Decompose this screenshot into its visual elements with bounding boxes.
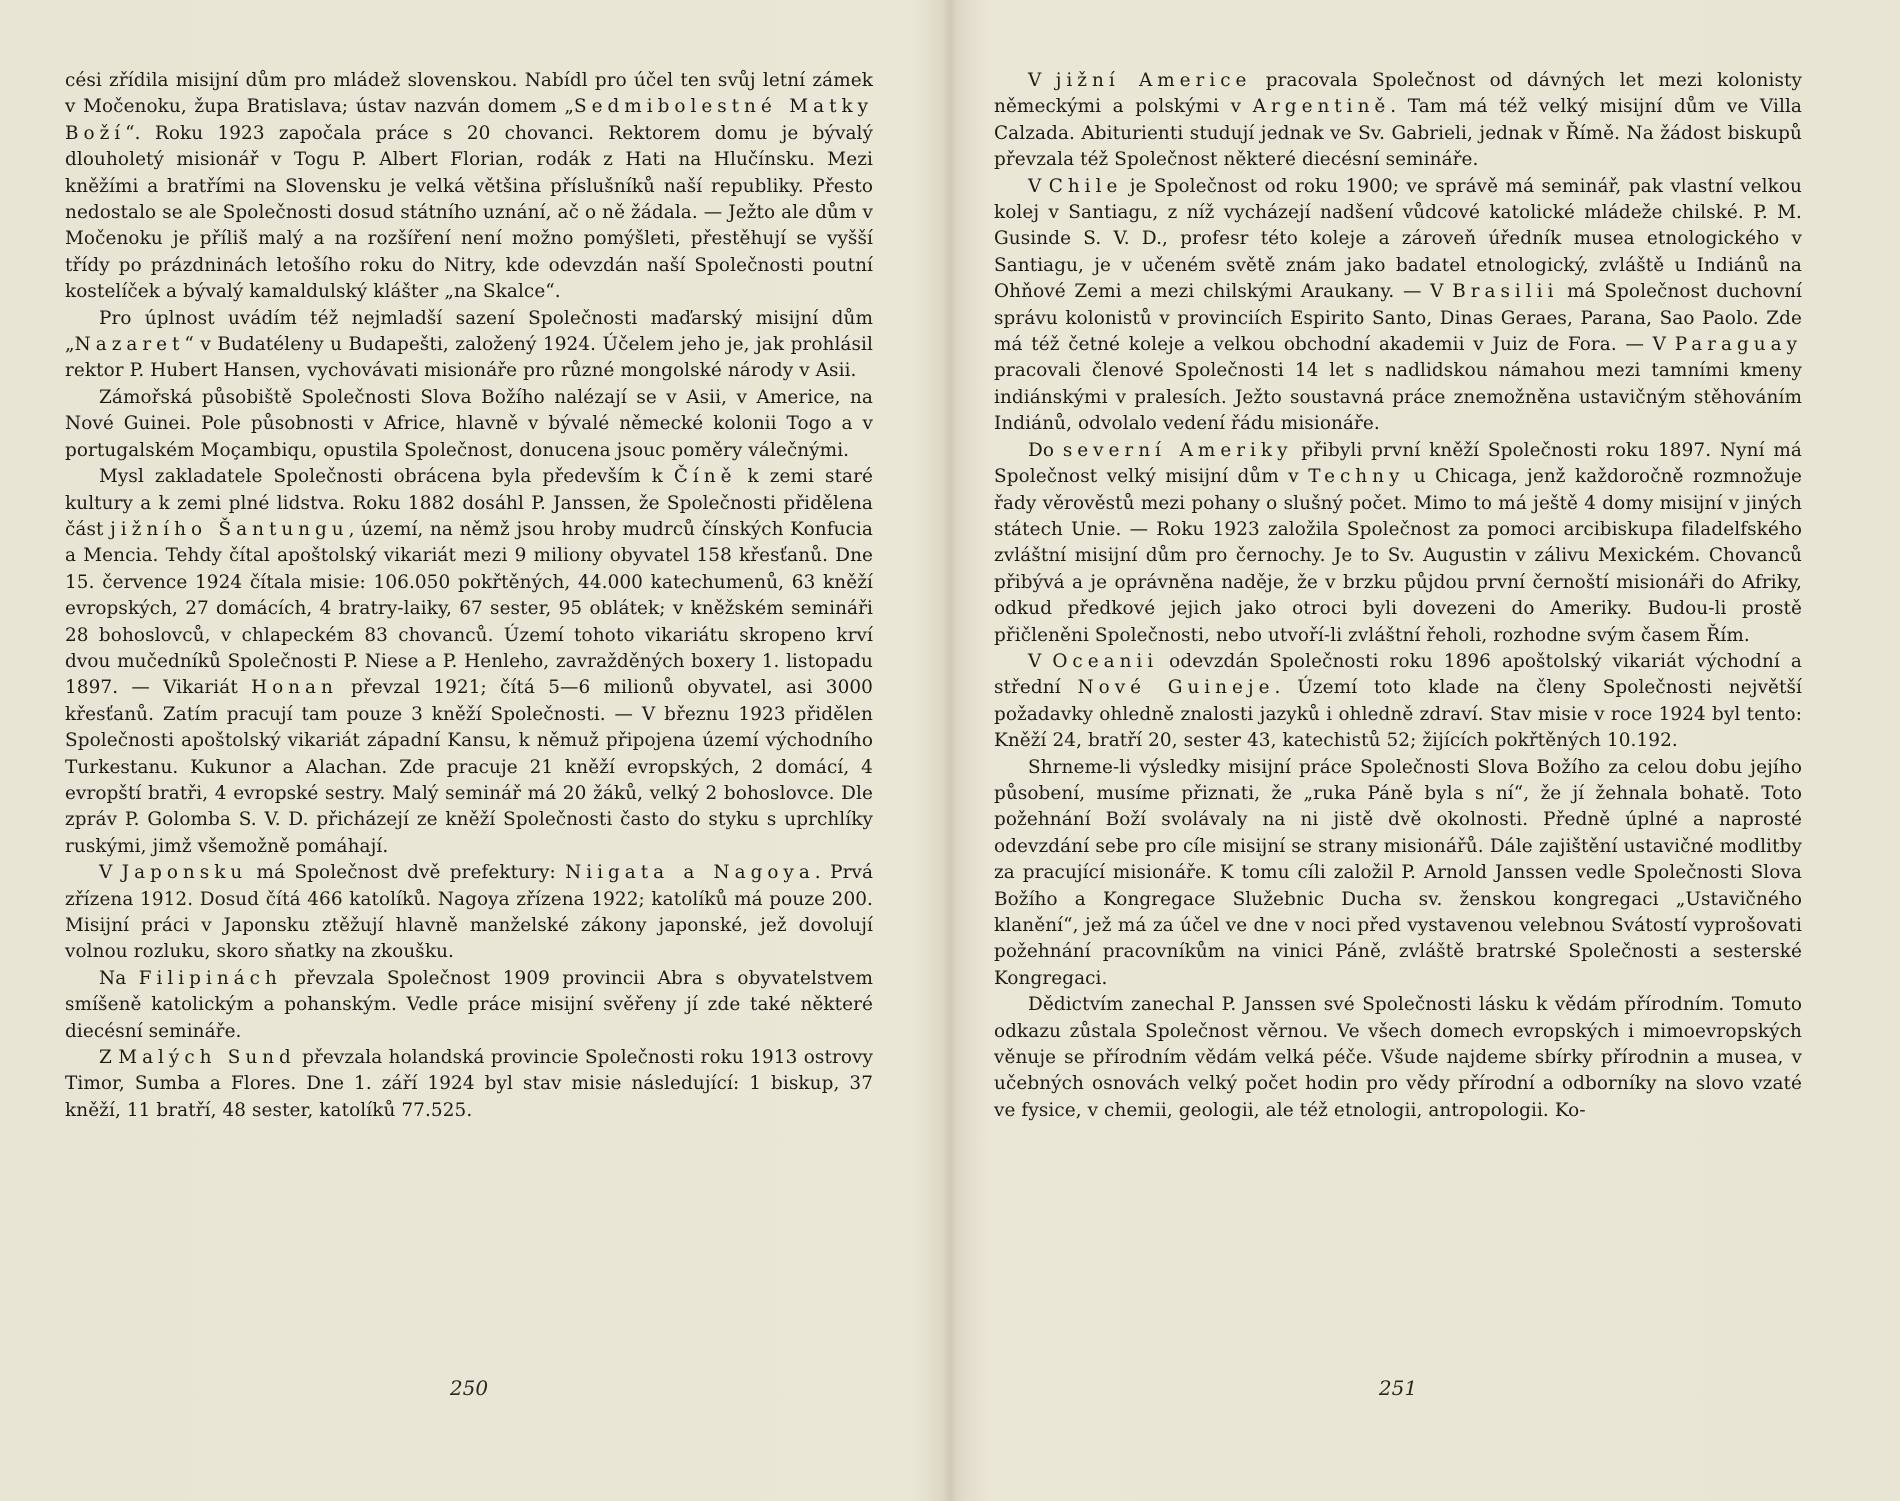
text-run: V	[99, 862, 122, 884]
text-run: přibyli první kněží Společnosti roku 1897. Nyní má Společnost velký misijní dům v	[994, 439, 1802, 488]
spaced-emphasis: severní Ameriky	[1062, 439, 1293, 461]
text-run: Pro úplnost uvádím též nejmladší sazení Společnosti maďarský misijní dům „	[65, 307, 873, 356]
paragraph	[65, 860, 873, 966]
spaced-emphasis: Paraguay	[1674, 334, 1802, 356]
paragraph	[994, 174, 1802, 438]
spaced-emphasis: Brasilii	[1452, 281, 1559, 303]
spaced-emphasis: Techny	[1308, 466, 1405, 488]
paragraph	[65, 966, 873, 1045]
paragraph	[65, 464, 873, 860]
text-run: . Území toto klade na členy Společnosti největší požadavky ohledně znalosti jazyků i ohledně zdraví. Stav misie v roce 1924 byl tento: Kněží 24, bratří 20, sester 43, katechistů 52; žijících pokřtěných 10.192.	[994, 677, 1803, 752]
spaced-emphasis: Sedmibolestné Matky Boží	[65, 96, 873, 144]
paragraph	[65, 306, 873, 385]
spaced-emphasis: Oceanii	[1052, 650, 1159, 672]
text-run: pracovala Společnost od dávných let mezi kolonisty německými a polskými v	[994, 70, 1803, 118]
spaced-emphasis: Niigata a Nagoya	[565, 862, 815, 884]
paragraph	[994, 649, 1802, 755]
left-page	[65, 68, 873, 1478]
text-run: cési zřídila misijní dům pro mládež slovenskou. Nabídl pro účel ten svůj letní zámek v Močenoku, župa Bratislava; ústav nazván domem „	[65, 70, 873, 118]
text-run: Do	[1028, 439, 1063, 461]
text-run: Shrneme-li výsledky misijní práce Společnosti Slova Božího za celou dobu jejího působení, musíme přiznati, že „ruka Páně byla s ní“, že jí žehnala bohatě. Toto požehnání Boží svolávaly na ni jistě dvě okolnosti. Předně úplné a naprosté odevzdání sebe pro cíle misijní se strany misionářů. Dále zajištění ustavičné modlitby za pracující misionáře. K tomu cíli založil P. Arnold Janssen vedle Společnosti Slova Božího a Kongregace Služebnic Ducha sv. ženskou kongregaci „Ustavičného klanění“, jež má za účel ve dne v noci před vystavenou velebnou Svátostí vyprošovati požehnání pracovníkům na vinici Páně, zvláště bratrské Společnosti a sesterské Kongregaci.	[994, 756, 1802, 989]
text-run: má Společnost duchovní správu kolonistů v provinciích Espirito Santo, Dinas Geraes, Parana, Sao Paolo. Zde má též četné koleje a velkou obchodní akademii v Juiz de Fora. — V	[994, 281, 1803, 356]
right-page-text	[994, 68, 1802, 1124]
text-run: Zámořská působiště Společnosti Slova Božího nalézají se v Asii, v Americe, na Nové Guinei. Pole působnosti v Africe, hlavně v bývalé německé kolonii Togo a v portugalském Moçambiqu, opustila Společnost, donucena jsouc poměry válečnými.	[65, 386, 873, 461]
text-run: . Tam má též velký misijní dům ve Villa Calzada. Abiturienti studují jednak ve Sv. Gabrieli, jednak v Římě. Na žádost biskupů převzala též Společnost některé diecésní semináře.	[994, 96, 1802, 171]
text-run: “ v Budatéleny u Budapešti, založený 1924. Účelem jeho je, jak prohlásil rektor P. Hubert Hansen, vychovávati misionáře pro různé mongolské národy v Asii.	[65, 334, 873, 382]
spaced-emphasis: Japonsku	[121, 862, 248, 884]
text-run: , území, na němž jsou hroby mudrců čínských Konfucia a Mencia. Tehdy čítal apoštolský vikariát mezi 9 miliony obyvatel 158 křesťanů. Dne 15. července 1924 čítala misie: 106.050 pokřtěných, 44.000 katechumenů, 63 kněží evropských, 27 domácích, 4 bratry-laiky, 67 sester, 95 oblátek; v kněžském semináři 28 bohoslovců, v chlapeckém 83 chovanců. Území tohoto vikariátu skropeno krví dvou mučedníků Společnosti P. Niese a P. Henleho, zavražděných boxery 1. listopadu 1897. — Vikariát	[65, 518, 873, 699]
text-run: Dědictvím zanechal P. Janssen své Společnosti lásku k vědám přírodním. Tomuto odkazu zůstala Společnost věrnou. Ve všech domech evropských i mimoevropských věnuje se přírodním vědám velká péče. Všude najdeme sbírky přírodnin a musea, v učebných osnovách velký počet hodin pro vědy přírodní a odborníky na slovo vzaté ve fysice, v chemii, geologii, ale též etnologii, antropologii. Ko-	[994, 994, 1802, 1121]
paragraph	[65, 68, 873, 306]
text-run: V	[1028, 70, 1056, 91]
text-run: Mysl zakladatele Společnosti obrácena byla především k	[99, 466, 674, 488]
spaced-emphasis: jižní Americe	[1055, 70, 1252, 91]
right-page	[994, 68, 1802, 1478]
text-run: Z	[99, 1047, 119, 1069]
text-run: “. Roku 1923 započala práce s 20 chovanci. Rektorem domu je bývalý dlouholetý misionář v Togu P. Albert Florian, rodák z Hati na Hlučínsku. Mezi kněžími a bratřími na Slovensku je velká většina příslušníků naší republiky. Přesto nedostalo se ale Společnosti dosud státního uznání, ač o ně žádala. — Ježto ale dům v Močenoku je příliš malý a na rozšíření není možno pomýšleti, přestěhují se vyšší třídy po prázdninách letošího roku do Nitry, kde odevzdán naší Společnosti poutní kostelíček a bývalý kamaldulský klášter „na Skalce“.	[65, 122, 873, 303]
text-run: V	[1028, 650, 1053, 672]
text-run: u Chicaga, jenž každoročně rozmnožuje řady věrověstů mezi pohany o slušný počet. Mimo to má ještě 4 domy misijní v jiných státech Unie. — Roku 1923 založila Společnost za pomoci arcibiskupa filadelfského zvláštní misijní dům pro černochy. Je to Sv. Augustin v zálivu Mexickém. Chovanců přibývá a je oprávněna naděje, že v brzku půjdou první černoští misionáři do Afriky, odkud předkové jejich jako otroci byli dovezeni do Ameriky. Budou-li prostě přičleněni Společnosti, nebo utvoří-li zvláštní řeholi, rozhodne svým časem Řím.	[994, 466, 1802, 646]
text-run: k zemi staré kultury a k zemi plné lidstva. Roku 1882 dosáhl P. Janssen, že Společnosti přidělena část	[65, 466, 873, 540]
paragraph	[994, 755, 1802, 993]
spaced-emphasis: Honan	[251, 677, 338, 699]
spaced-emphasis: Číně	[673, 466, 737, 488]
text-run: pracovali členové Společnosti 14 let s nadlidskou námahou mezi tamními kmeny indiánskými v pralesích. Ježto soustavná práce znemožněna ustavičným stěhováním Indiánů, odvolalo vedení řádu misionáře.	[994, 360, 1802, 435]
paragraph	[994, 992, 1802, 1124]
text-run: má Společnost dvě prefektury:	[247, 862, 566, 884]
text-run: V	[1028, 175, 1049, 197]
text-run: převzal 1921; čítá 5—6 milionů obyvatel, asi 3000 křesťanů. Zatím pracují tam pouze 3 kněží Společnosti. — V březnu 1923 přidělen Společnosti apoštolský vikariát západní Kansu, k němuž připojena území východního Turkestanu. Kukunor a Alachan. Zde pracuje 21 kněží evropských, 2 domácí, 4 evropští bratři, 4 evropské sestry. Malý seminář má 20 žáků, velký 2 bohoslovce. Dle zpráv P. Golomba S. V. D. přicházejí ze kněží Společnosti často do styku s uprchlíky ruskými, jimž všemožně pomáhají.	[65, 677, 873, 857]
paragraph	[65, 1045, 873, 1124]
spaced-emphasis: Chile	[1048, 175, 1123, 197]
spaced-emphasis: Malých Sund	[118, 1047, 296, 1069]
left-page-text	[65, 68, 873, 1124]
page-number: 251	[1378, 1376, 1418, 1400]
text-run: . Prvá zřízena 1912. Dosud čítá 466 katolíků. Nagoya zřízena 1922; katolíků má pouze 200. Misijní práci v Japonsku ztěžují hlavně manželské zákony japonské, jež dovolují volnou rozluku, skoro sňatky na zkoušku.	[65, 862, 874, 963]
text-run: převzala Společnost 1909 provincii Abra s obyvatelstvem smíšeně katolickým a pohanským. Vedle práce misijní svěřeny jí zde také některé diecésní semináře.	[65, 967, 874, 1042]
text-run: Na	[99, 967, 139, 989]
spaced-emphasis: jižního Šantungu	[110, 518, 349, 540]
page-number: 250	[449, 1376, 489, 1400]
spaced-emphasis: Argentině	[1252, 96, 1391, 118]
text-run: převzala holandská provincie Společnosti roku 1913 ostrovy Timor, Sumba a Flores. Dne 1. září 1924 byl stav misie následující: 1 biskup, 37 kněží, 11 bratří, 48 sester, katolíků 77.525.	[65, 1047, 873, 1121]
paragraph	[994, 68, 1802, 174]
paragraph	[65, 385, 873, 464]
spaced-emphasis: Nové Guineje	[1077, 677, 1275, 699]
text-run: odevzdán Společnosti roku 1896 apoštolský vikariát východní a střední	[994, 650, 1802, 699]
spaced-emphasis: Nazaret	[74, 334, 185, 356]
spaced-emphasis: Filipinách	[138, 967, 282, 989]
paragraph	[994, 438, 1802, 649]
text-run: je Společnost od roku 1900; ve správě má seminář, pak vlastní velkou kolej v Santiagu, z níž vycházejí nadšení vůdcové katolické mládeže chilské. P. M. Gusinde S. V. D., profesr této koleje a zároveň úředník musea etnologického v Santiagu, je v učeném světě znám jako badatel etnologický, zvláště u Indiánů na Ohňové Zemi a mezi chilskými Araukany. — V	[994, 175, 1803, 303]
